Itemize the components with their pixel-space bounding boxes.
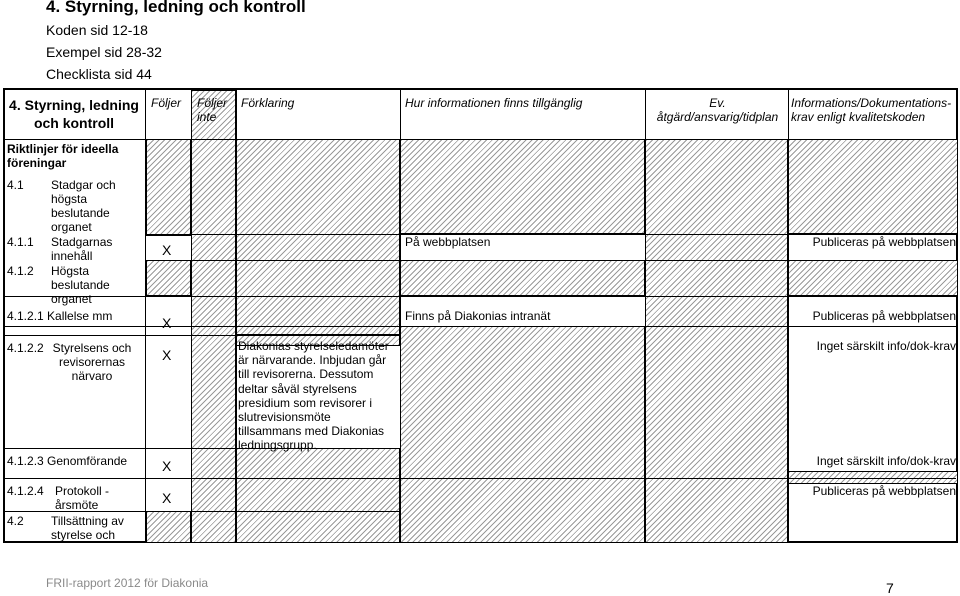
row-id: 4.1.2 <box>7 264 34 278</box>
follows-mark: X <box>162 315 172 331</box>
row-id: 4.2 <box>7 514 24 528</box>
follows-mark: X <box>162 490 172 506</box>
row-label: 4.1.2.3 Genomförande <box>7 454 128 468</box>
row-id: 4.1.2.2 <box>7 341 44 355</box>
requirement-text: Inget särskilt info/dok-krav <box>816 339 956 353</box>
column-header-forklaring: Förklaring <box>241 96 295 110</box>
row-label: Protokoll - årsmöte <box>55 484 110 512</box>
requirement-text: Publiceras på webbplatsen <box>812 484 956 498</box>
hatch-foljer-top <box>146 139 191 236</box>
section-subtitle: Riktlinjer för ideella föreningar <box>7 142 119 170</box>
hatch-forklaring-top <box>236 139 400 335</box>
page-number: 7 <box>886 580 894 596</box>
reference-line: Koden sid 12-18 <box>46 22 148 38</box>
hatch-foljer-mid <box>146 260 191 296</box>
reference-line: Checklista sid 44 <box>46 66 152 82</box>
follows-mark: X <box>162 458 172 474</box>
column-header-foljer: Följer <box>151 96 182 110</box>
follows-mark: X <box>162 242 172 258</box>
hatch-ev <box>645 139 788 543</box>
hatch-info-top <box>788 139 958 234</box>
hatch-access-top <box>400 139 645 234</box>
section-title: 4. Styrning, ledning och kontroll <box>9 97 139 131</box>
column-header-ev: Ev. åtgärd/ansvarig/tidplan <box>656 96 779 124</box>
row-id: 4.1.2.4 <box>7 484 44 498</box>
column-header-foljer-inte: Följer inte <box>197 96 228 124</box>
reference-line: Exempel sid 28-32 <box>46 44 162 60</box>
row-label: Högsta beslutande organet <box>51 264 110 306</box>
hatch-forklaring-bottom <box>236 448 400 543</box>
access-text: Finns på Diakonias intranät <box>405 309 551 323</box>
row-id: 4.1.1 <box>7 235 34 249</box>
row-label: Tillsättning av styrelse och <box>51 514 124 542</box>
requirement-text: Publiceras på webbplatsen <box>812 235 956 249</box>
hatch-foljer-inte <box>191 90 236 543</box>
hatch-access-bottom <box>400 326 645 543</box>
governance-table <box>3 88 958 543</box>
hatch-access-mid <box>400 260 645 296</box>
page-title: 4. Styrning, ledning och kontroll <box>46 0 306 16</box>
row-label: Stadgar och högsta beslutande organet <box>51 178 116 234</box>
row-label: 4.1.2.1 Kallelse mm <box>7 309 113 323</box>
requirement-text: Publiceras på webbplatsen <box>812 309 956 323</box>
requirement-text: Inget särskilt info/dok-krav <box>816 454 956 468</box>
row-label: Stadgarnas innehåll <box>51 235 113 263</box>
footer-text: FRII-rapport 2012 för Diakonia <box>46 576 209 590</box>
row-label: Styrelsens och revisorernas närvaro <box>52 341 132 383</box>
hatch-foljer-bottom <box>146 511 191 543</box>
row-id: 4.1 <box>7 178 24 192</box>
hatch-info-mid <box>788 260 958 296</box>
column-header-info: Informations/Dokumentations-krav enligt kvalitetskoden <box>791 96 952 124</box>
follows-mark: X <box>162 347 172 363</box>
column-header-access: Hur informationen finns tillgänglig <box>405 96 583 110</box>
access-text: På webbplatsen <box>405 235 491 249</box>
explanation-text: Diakonias styrelseledamöter är närvarande. Inbjudan går till revisorerna. Dessutom deltar såväl styrelsens presidium som revisorer i slutrevisionsmöte tillsammans med Diakonias ledningsgrupp. <box>238 339 389 453</box>
